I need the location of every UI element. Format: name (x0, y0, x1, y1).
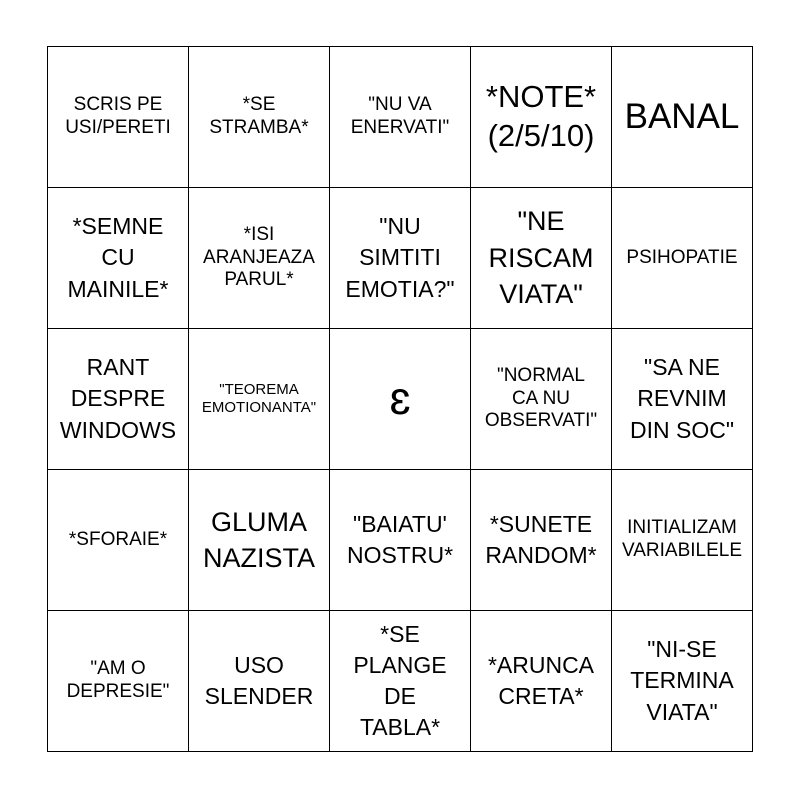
free-space-cell[interactable]: ɛ (330, 329, 471, 470)
bingo-board (47, 46, 753, 752)
bingo-cell-2-2[interactable]: *ISI ARANJEAZA PARUL* (189, 188, 330, 329)
bingo-cell-2-1[interactable]: *SEMNE CU MAINILE* (48, 188, 189, 329)
bingo-cell-2-3[interactable]: "NU SIMTITI EMOTIA?" (330, 188, 471, 329)
bingo-cell-5-3[interactable]: *SE PLANGE DE TABLA* (330, 611, 471, 752)
bingo-cell-4-5[interactable]: INITIALIZAM VARIABILELE (612, 470, 753, 611)
bingo-cell-5-2[interactable]: USO SLENDER (189, 611, 330, 752)
bingo-cell-4-4[interactable]: *SUNETE RANDOM* (471, 470, 612, 611)
bingo-cell-5-1[interactable]: "AM O DEPRESIE" (48, 611, 189, 752)
bingo-cell-2-5[interactable]: PSIHOPATIE (612, 188, 753, 329)
bingo-cell-1-5[interactable]: BANAL (612, 47, 753, 188)
bingo-cell-5-4[interactable]: *ARUNCA CRETA* (471, 611, 612, 752)
bingo-cell-4-1[interactable]: *SFORAIE* (48, 470, 189, 611)
bingo-cell-1-2[interactable]: *SE STRAMBA* (189, 47, 330, 188)
bingo-cell-3-2[interactable]: "TEOREMA EMOTIONANTA" (189, 329, 330, 470)
bingo-cell-3-5[interactable]: "SA NE REVNIM DIN SOC" (612, 329, 753, 470)
bingo-cell-3-1[interactable]: RANT DESPRE WINDOWS (48, 329, 189, 470)
bingo-cell-2-4[interactable]: "NE RISCAM VIATA" (471, 188, 612, 329)
bingo-cell-4-2[interactable]: GLUMA NAZISTA (189, 470, 330, 611)
bingo-cell-5-5[interactable]: "NI-SE TERMINA VIATA" (612, 611, 753, 752)
bingo-cell-4-3[interactable]: "BAIATU' NOSTRU* (330, 470, 471, 611)
bingo-cell-1-4[interactable]: *NOTE* (2/5/10) (471, 47, 612, 188)
bingo-cell-3-4[interactable]: "NORMAL CA NU OBSERVATI" (471, 329, 612, 470)
bingo-cell-1-3[interactable]: "NU VA ENERVATI" (330, 47, 471, 188)
bingo-cell-1-1[interactable]: SCRIS PE USI/PERETI (48, 47, 189, 188)
